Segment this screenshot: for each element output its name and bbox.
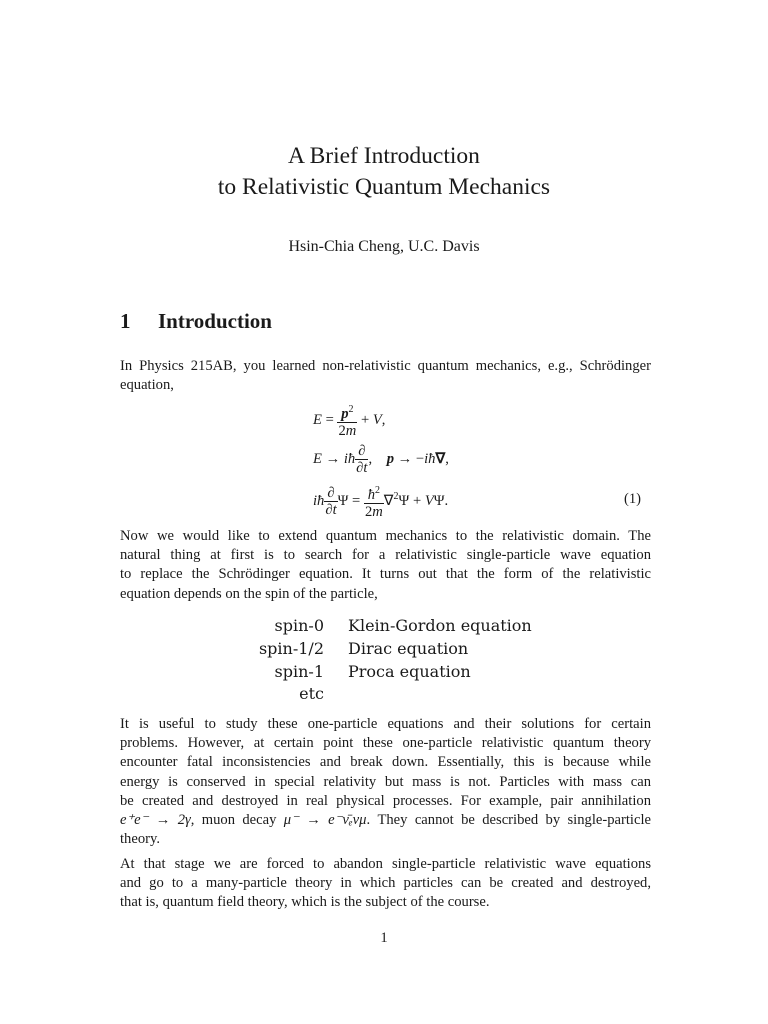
paragraph-line: equation depends on the spin of the particle, — [120, 585, 378, 602]
paragraph-3 — [120, 715, 651, 849]
spin-equation: Dirac equation — [348, 639, 469, 658]
paragraph-line: problems. However, at certain point these one-particle relativistic quantum theory — [120, 735, 651, 752]
pair-annihilation-formula: e⁺e⁻ → 2γ — [120, 812, 191, 829]
section-number: 1 — [120, 309, 131, 333]
paragraph-line: encounter fatal inconsistencies and break down. Essentially, this is because while — [120, 754, 651, 771]
paragraph-line: natural thing at first is to search for a relativistic single-particle wave equation — [120, 547, 651, 564]
paragraph-line: be created and destroyed in real physical processes. For example, pair annihilation — [120, 792, 651, 809]
intro-paragraph — [120, 357, 651, 395]
paragraph-line: In Physics 215AB, you learned non-relativistic quantum mechanics, e.g., Schrödinger — [120, 358, 651, 374]
paragraph-line: and go to a many-particle theory in which particles can be created and destroyed, — [120, 875, 651, 892]
section-heading — [120, 309, 272, 334]
spin-equation: Klein-Gordon equation — [348, 616, 532, 635]
paragraph-line: that is, quantum field theory, which is the subject of the course. — [120, 894, 490, 911]
spin-equation: Proca equation — [348, 662, 471, 681]
paragraph-line: It is useful to study these one-particle equations and their solutions for certain — [120, 716, 651, 732]
spin-label: spin-0 — [274, 616, 324, 635]
paragraph-line: Now we would like to extend quantum mechanics to the relativistic domain. The — [120, 528, 651, 544]
paragraph-line: At that stage we are forced to abandon single-particle relativistic wave equations — [120, 856, 651, 872]
paragraph-4 — [120, 855, 651, 913]
muon-decay-label: , muon decay — [190, 812, 284, 829]
paragraph-line-tail: . They cannot be described by single-particle — [366, 812, 651, 829]
paragraph-line: equation, — [120, 377, 174, 394]
author-line: Hsin-Chia Cheng, U.C. Davis — [288, 238, 480, 255]
muon-decay-formula: μ⁻ → e⁻ν̄ₑνμ — [283, 812, 367, 829]
equation-schrodinger: iħ $\frac{\partial}{\partial t}$ Ψ = $\frac{ħ^2}{2m}$ ∇$^2$Ψ + VΨ. — [313, 484, 449, 520]
paragraph-line: theory. — [120, 831, 160, 848]
paragraph-line-math — [120, 811, 651, 830]
paper-title-line-1: A Brief Introduction — [288, 143, 480, 169]
equation-energy: E = $\frac{p^2}{2m}$ + V, — [313, 404, 386, 439]
section-title: Introduction — [158, 309, 272, 333]
spin-label: etc — [299, 684, 324, 703]
paper-title-line-2: to Relativistic Quantum Mechanics — [217, 174, 551, 200]
paragraph-2 — [120, 527, 651, 604]
paragraph-line: to replace the Schrödinger equation. It turns out that the form of the relativistic — [120, 566, 651, 583]
page-number: 1 — [380, 930, 388, 946]
spin-label: spin-1/2 — [258, 639, 324, 658]
spin-label: spin-1 — [274, 662, 324, 681]
paragraph-line: energy is conserved in special relativity but mass is not. Particles with mass can — [120, 773, 651, 790]
equation-operators: E → iħ $\frac{\partial}{\partial t}$ , p → −iħ∇, — [313, 443, 449, 476]
equation-number: (1) — [624, 491, 642, 507]
